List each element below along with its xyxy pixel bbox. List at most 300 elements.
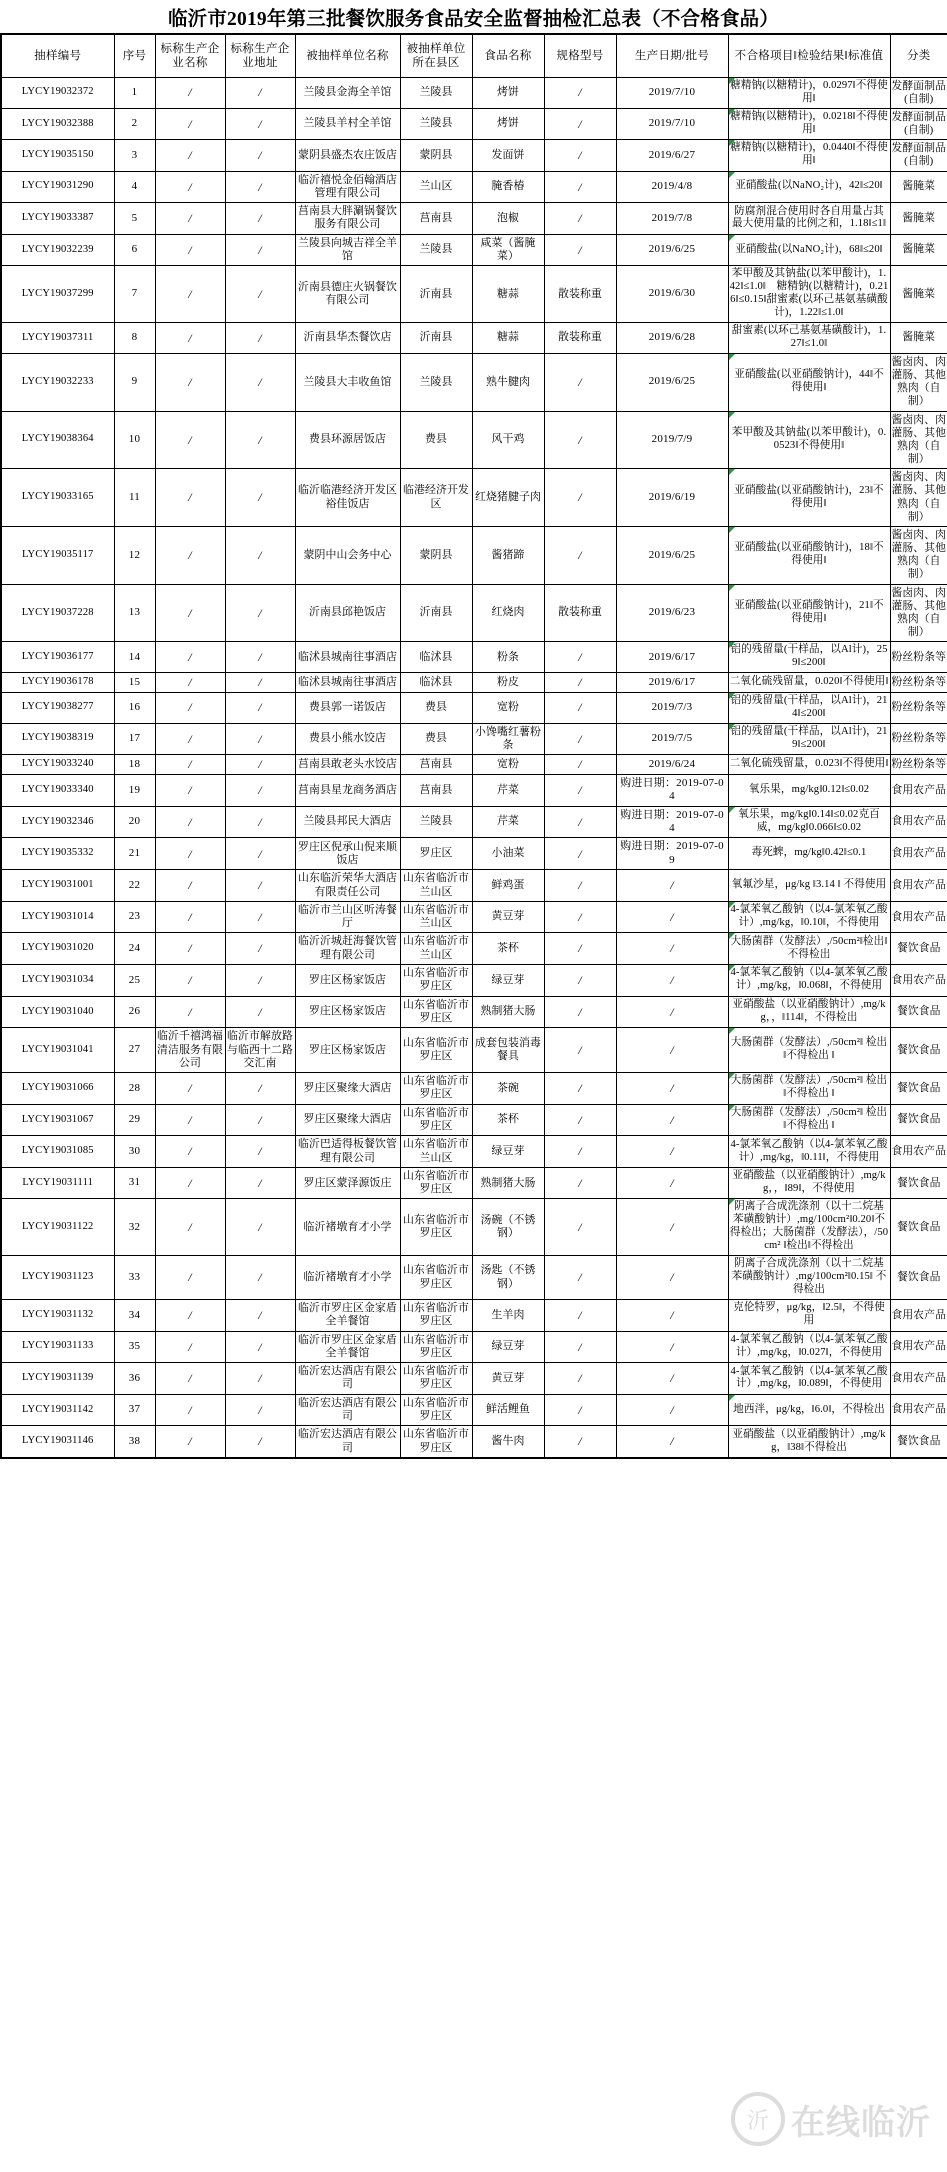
cell-mfr: / <box>155 1394 225 1426</box>
cell-result: 大肠菌群（发酵法）,/50cm²‖ 检出‖不得检出 ‖ <box>728 1104 890 1136</box>
cell-county: 临沭县 <box>400 673 472 693</box>
cell-class: 餐饮食品 <box>890 1104 947 1136</box>
cell-unit: 临沂沂城赶海餐饮管理有限公司 <box>295 933 400 965</box>
cell-date: 2019/6/27 <box>616 140 728 171</box>
cell-food: 芹菜 <box>472 806 544 838</box>
cell-county: 山东省临沂市兰山区 <box>400 901 472 933</box>
cell-result: 亚硝酸盐(以亚硝酸钠计)，18‖不得使用‖ <box>728 526 890 584</box>
cell-result: 亚硝酸盐(以亚硝酸钠计)，21‖不得使用‖ <box>728 584 890 642</box>
cell-county: 临港经济开发区 <box>400 469 472 527</box>
cell-county: 山东省临沂市罗庄区 <box>400 965 472 997</box>
cell-unit: 临沂市罗庄区金家盾全羊餐馆 <box>295 1299 400 1331</box>
cell-code: LYCY19031001 <box>1 870 114 902</box>
cell-mfr: / <box>155 526 225 584</box>
cell-unit: 费县郭一诺饭店 <box>295 692 400 723</box>
cell-code: LYCY19036177 <box>1 642 114 673</box>
cell-unit: 山东临沂荣华大酒店有限责任公司 <box>295 870 400 902</box>
cell-date: 2019/6/25 <box>616 526 728 584</box>
cell-addr: / <box>225 1426 295 1458</box>
cell-seq: 3 <box>114 140 155 171</box>
cell-spec: / <box>544 723 616 755</box>
cell-result: 亚硝酸盐（以亚硝酸钠计）,mg/kg，，‖89‖，不得使用 <box>728 1167 890 1199</box>
cell-result: 防腐剂混合使用时各自用量占其最大使用量的比例之和，1.18‖≤1‖ <box>728 203 890 235</box>
cell-county: 山东省临沂市罗庄区 <box>400 1256 472 1300</box>
cell-seq: 23 <box>114 901 155 933</box>
cell-date: / <box>616 1299 728 1331</box>
cell-food: 茶碗 <box>472 1073 544 1105</box>
cell-seq: 17 <box>114 723 155 755</box>
cell-mfr: / <box>155 234 225 266</box>
cell-result: 亚硝酸盐（以亚硝酸钠计）,mg/kg，‖38‖不得检出 <box>728 1426 890 1458</box>
cell-code: LYCY19032346 <box>1 806 114 838</box>
cell-addr: / <box>225 965 295 997</box>
cell-county: 山东省临沂市罗庄区 <box>400 1426 472 1458</box>
cell-spec: / <box>544 1167 616 1199</box>
cell-spec: / <box>544 673 616 693</box>
cell-class: 发酵面制品(自制) <box>890 77 947 108</box>
cell-unit: 罗庄区杨家饭店 <box>295 996 400 1028</box>
table-row <box>1 1104 947 1136</box>
cell-code: LYCY19031111 <box>1 1167 114 1199</box>
cell-county: 山东省临沂市罗庄区 <box>400 1104 472 1136</box>
cell-food: 熟制猪大肠 <box>472 1167 544 1199</box>
cell-addr: / <box>225 673 295 693</box>
cell-mfr: / <box>155 642 225 673</box>
cell-spec: 散装称重 <box>544 266 616 323</box>
cell-result: 铝的残留量(干样品，以Al计)，214‖≤200‖ <box>728 692 890 723</box>
cell-date: / <box>616 1331 728 1363</box>
cell-mfr: / <box>155 933 225 965</box>
cell-spec: / <box>544 171 616 203</box>
cell-seq: 34 <box>114 1299 155 1331</box>
table-row <box>1 1394 947 1426</box>
cell-county: 沂南县 <box>400 266 472 323</box>
cell-class: 食用农产品 <box>890 965 947 997</box>
cell-county: 山东省临沂市罗庄区 <box>400 1394 472 1426</box>
table-row <box>1 723 947 755</box>
cell-county: 兰陵县 <box>400 108 472 139</box>
cell-addr: / <box>225 411 295 469</box>
cell-food: 粉皮 <box>472 673 544 693</box>
cell-date: 2019/6/17 <box>616 673 728 693</box>
cell-date: / <box>616 933 728 965</box>
cell-county: 莒南县 <box>400 774 472 806</box>
cell-seq: 38 <box>114 1426 155 1458</box>
cell-result: 苯甲酸及其钠盐(以苯甲酸计)，1.42‖≤1.0‖ 糖精钠(以糖精计)，0.216‖≤0.15‖甜蜜素(以环己基氨基磺酸计)，1.22‖≤1.0‖ <box>728 266 890 323</box>
cell-class: 粉丝粉条等 <box>890 723 947 755</box>
cell-spec: / <box>544 1199 616 1256</box>
table-row <box>1 692 947 723</box>
cell-date: / <box>616 996 728 1028</box>
cell-spec: / <box>544 1028 616 1073</box>
cell-mfr: / <box>155 1299 225 1331</box>
cell-food: 粉条 <box>472 642 544 673</box>
cell-spec: / <box>544 108 616 139</box>
cell-seq: 25 <box>114 965 155 997</box>
cell-unit: 蒙阴中山会务中心 <box>295 526 400 584</box>
cell-mfr: / <box>155 755 225 775</box>
cell-date: 2019/7/8 <box>616 203 728 235</box>
cell-unit: 罗庄区蒙泽源饭庄 <box>295 1167 400 1199</box>
cell-code: LYCY19031040 <box>1 996 114 1028</box>
cell-county: 兰陵县 <box>400 234 472 266</box>
cell-result: 亚硝酸盐(以亚硝酸钠计)，44‖不得使用‖ <box>728 353 890 411</box>
cell-date: 2019/7/9 <box>616 411 728 469</box>
cell-county: 山东省临沂市兰山区 <box>400 870 472 902</box>
cell-food: 小油菜 <box>472 838 544 870</box>
cell-date: / <box>616 870 728 902</box>
cell-date: / <box>616 965 728 997</box>
cell-date: 2019/6/28 <box>616 323 728 354</box>
cell-county: 山东省临沂市罗庄区 <box>400 1299 472 1331</box>
cell-mfr: / <box>155 1167 225 1199</box>
cell-mfr: / <box>155 723 225 755</box>
cell-unit: 兰陵县向城吉祥全羊馆 <box>295 234 400 266</box>
cell-date: 2019/6/23 <box>616 584 728 642</box>
cell-unit: 临沂临港经济开发区裕佳饭店 <box>295 469 400 527</box>
cell-mfr: / <box>155 77 225 108</box>
cell-result: 克伦特罗，μg/kg，‖2.5‖，不得使用 <box>728 1299 890 1331</box>
cell-spec: / <box>544 870 616 902</box>
cell-county: 山东省临沂市罗庄区 <box>400 1363 472 1395</box>
cell-food: 生羊肉 <box>472 1299 544 1331</box>
cell-mfr: / <box>155 965 225 997</box>
cell-unit: 罗庄区聚缘大酒店 <box>295 1073 400 1105</box>
cell-seq: 27 <box>114 1028 155 1073</box>
cell-unit: 费县环源居饭店 <box>295 411 400 469</box>
cell-addr: / <box>225 806 295 838</box>
cell-result: 4-氯苯氧乙酸钠（以4-氯苯氧乙酸计）,mg/kg，‖0.027‖，不得使用 <box>728 1331 890 1363</box>
cell-food: 鲜活鲤鱼 <box>472 1394 544 1426</box>
cell-spec: / <box>544 1363 616 1395</box>
cell-code: LYCY19032233 <box>1 353 114 411</box>
cell-addr: / <box>225 838 295 870</box>
cell-addr: / <box>225 1394 295 1426</box>
cell-food: 红烧肉 <box>472 584 544 642</box>
cell-spec: / <box>544 901 616 933</box>
cell-code: LYCY19031067 <box>1 1104 114 1136</box>
cell-mfr: / <box>155 203 225 235</box>
table-row <box>1 996 947 1028</box>
cell-food: 烤饼 <box>472 77 544 108</box>
watermark-text: 在线临沂 <box>791 2103 931 2142</box>
cell-mfr: / <box>155 469 225 527</box>
cell-addr: / <box>225 108 295 139</box>
cell-code: LYCY19031123 <box>1 1256 114 1300</box>
cell-county: 山东省临沂市罗庄区 <box>400 1028 472 1073</box>
cell-addr: / <box>225 901 295 933</box>
table-row <box>1 806 947 838</box>
cell-addr: / <box>225 933 295 965</box>
cell-date: 2019/6/25 <box>616 234 728 266</box>
cell-class: 酱卤肉、肉灌肠、其他熟肉（自制） <box>890 584 947 642</box>
cell-date: / <box>616 1426 728 1458</box>
cell-class: 酱卤肉、肉灌肠、其他熟肉（自制） <box>890 353 947 411</box>
table-row <box>1 469 947 527</box>
cell-county: 山东省临沂市罗庄区 <box>400 1167 472 1199</box>
cell-spec: / <box>544 140 616 171</box>
cell-code: LYCY19031146 <box>1 1426 114 1458</box>
cell-code: LYCY19032239 <box>1 234 114 266</box>
cell-food: 汤匙（不锈钢） <box>472 1256 544 1300</box>
table-row <box>1 411 947 469</box>
cell-code: LYCY19031014 <box>1 901 114 933</box>
cell-spec: / <box>544 411 616 469</box>
cell-date: 2019/6/24 <box>616 755 728 775</box>
cell-mfr: / <box>155 996 225 1028</box>
cell-date: / <box>616 901 728 933</box>
cell-result: 大肠菌群（发酵法）,/50cm²‖检出‖不得检出 <box>728 933 890 965</box>
cell-addr: / <box>225 1331 295 1363</box>
cell-mfr: / <box>155 108 225 139</box>
cell-date: 2019/6/25 <box>616 353 728 411</box>
column-header-unit: 被抽样单位名称 <box>295 34 400 77</box>
table-row <box>1 755 947 775</box>
table-row <box>1 171 947 203</box>
cell-seq: 8 <box>114 323 155 354</box>
cell-seq: 28 <box>114 1073 155 1105</box>
cell-seq: 29 <box>114 1104 155 1136</box>
column-header-food: 食品名称 <box>472 34 544 77</box>
cell-county: 蒙阴县 <box>400 526 472 584</box>
cell-mfr: / <box>155 266 225 323</box>
cell-seq: 22 <box>114 870 155 902</box>
cell-date: 2019/7/10 <box>616 77 728 108</box>
cell-result: 4-氯苯氧乙酸钠（以4-氯苯氧乙酸计）,mg/kg，‖0.10‖，不得使用 <box>728 901 890 933</box>
cell-food: 泡椒 <box>472 203 544 235</box>
table-row <box>1 774 947 806</box>
cell-result: 阴离子合成洗涤剂（以十二烷基苯磺酸钠计）,mg/100cm²‖0.15‖ 不得检出 <box>728 1256 890 1300</box>
cell-food: 绿豆芽 <box>472 1331 544 1363</box>
cell-unit: 罗庄区倪承山倪来顺饭店 <box>295 838 400 870</box>
cell-mfr: / <box>155 1426 225 1458</box>
cell-class: 酱腌菜 <box>890 234 947 266</box>
cell-addr: / <box>225 755 295 775</box>
cell-result: 4-氯苯氧乙酸钠（以4-氯苯氧乙酸计）,mg/kg，‖0.068‖，不得使用 <box>728 965 890 997</box>
table-row <box>1 642 947 673</box>
cell-class: 食用农产品 <box>890 1299 947 1331</box>
cell-code: LYCY19031122 <box>1 1199 114 1256</box>
cell-addr: / <box>225 140 295 171</box>
cell-unit: 兰陵县羊村全羊馆 <box>295 108 400 139</box>
cell-unit: 费县小熊水饺店 <box>295 723 400 755</box>
cell-result: 4-氯苯氧乙酸钠（以4-氯苯氧乙酸计）,mg/kg，‖0.089‖，不得使用 <box>728 1363 890 1395</box>
cell-unit: 临沭县城南往事酒店 <box>295 673 400 693</box>
cell-county: 兰山区 <box>400 171 472 203</box>
cell-seq: 30 <box>114 1136 155 1168</box>
cell-mfr: / <box>155 774 225 806</box>
cell-unit: 临沂褚墩育才小学 <box>295 1199 400 1256</box>
cell-addr: / <box>225 1256 295 1300</box>
cell-food: 发面饼 <box>472 140 544 171</box>
cell-food: 黄豆芽 <box>472 1363 544 1395</box>
cell-date: 购进日期：2019-07-04 <box>616 806 728 838</box>
cell-result: 亚硝酸盐(以NaNO₂计)，68‖≤20‖ <box>728 234 890 266</box>
table-row <box>1 965 947 997</box>
cell-mfr: / <box>155 1256 225 1300</box>
cell-result: 大肠菌群（发酵法）,/50cm²‖ 检出‖不得检出 ‖ <box>728 1028 890 1073</box>
cell-food: 绿豆芽 <box>472 965 544 997</box>
cell-code: LYCY19031066 <box>1 1073 114 1105</box>
cell-class: 食用农产品 <box>890 901 947 933</box>
cell-addr: / <box>225 266 295 323</box>
cell-code: LYCY19031034 <box>1 965 114 997</box>
cell-result: 阴离子合成洗涤剂（以十二烷基苯磺酸钠计）,mg/100cm²‖0.20‖不得检出；大肠菌群（发酵法），/50cm² ‖检出‖不得检出 <box>728 1199 890 1256</box>
cell-unit: 莒南县星龙商务酒店 <box>295 774 400 806</box>
cell-county: 山东省临沂市罗庄区 <box>400 1199 472 1256</box>
cell-code: LYCY19031139 <box>1 1363 114 1395</box>
cell-mfr: / <box>155 1199 225 1256</box>
cell-mfr: / <box>155 140 225 171</box>
cell-food: 糖蒜 <box>472 323 544 354</box>
cell-spec: / <box>544 755 616 775</box>
cell-seq: 11 <box>114 469 155 527</box>
inspection-results-table <box>0 33 947 1459</box>
cell-result: 甜蜜素(以环己基氨基磺酸计)，1.27‖≤1.0‖ <box>728 323 890 354</box>
cell-seq: 24 <box>114 933 155 965</box>
cell-food: 酱牛肉 <box>472 1426 544 1458</box>
page-title-bar <box>0 0 947 33</box>
cell-spec: / <box>544 1299 616 1331</box>
cell-date: 2019/4/8 <box>616 171 728 203</box>
cell-mfr: / <box>155 1073 225 1105</box>
cell-county: 山东省临沂市兰山区 <box>400 933 472 965</box>
column-header-mfr: 标称生产企业名称 <box>155 34 225 77</box>
cell-class: 粉丝粉条等 <box>890 642 947 673</box>
table-body <box>1 77 947 1458</box>
cell-mfr: / <box>155 673 225 693</box>
cell-date: / <box>616 1394 728 1426</box>
table-row <box>1 673 947 693</box>
cell-unit: 罗庄区聚缘大酒店 <box>295 1104 400 1136</box>
table-header <box>1 34 947 77</box>
cell-county: 费县 <box>400 692 472 723</box>
cell-mfr: / <box>155 692 225 723</box>
cell-unit: 临沂市罗庄区金家盾全羊餐馆 <box>295 1331 400 1363</box>
table-row <box>1 933 947 965</box>
table-row <box>1 838 947 870</box>
cell-food: 熟制猪大肠 <box>472 996 544 1028</box>
cell-mfr: / <box>155 1331 225 1363</box>
cell-seq: 1 <box>114 77 155 108</box>
cell-code: LYCY19033240 <box>1 755 114 775</box>
cell-spec: / <box>544 806 616 838</box>
cell-county: 兰陵县 <box>400 77 472 108</box>
table-row <box>1 1299 947 1331</box>
cell-mfr: 临沂千禧鸿福清洁服务有限公司 <box>155 1028 225 1073</box>
cell-seq: 10 <box>114 411 155 469</box>
cell-class: 酱腌菜 <box>890 266 947 323</box>
table-row <box>1 266 947 323</box>
cell-date: 购进日期：2019-07-04 <box>616 774 728 806</box>
column-header-seq: 序号 <box>114 34 155 77</box>
cell-spec: / <box>544 526 616 584</box>
table-row <box>1 870 947 902</box>
cell-unit: 临沭县城南往事酒店 <box>295 642 400 673</box>
cell-addr: / <box>225 77 295 108</box>
cell-addr: / <box>225 469 295 527</box>
cell-food: 红烧猪腱子肉 <box>472 469 544 527</box>
cell-code: LYCY19031142 <box>1 1394 114 1426</box>
cell-spec: / <box>544 1256 616 1300</box>
cell-food: 黄豆芽 <box>472 901 544 933</box>
cell-class: 食用农产品 <box>890 870 947 902</box>
cell-date: / <box>616 1028 728 1073</box>
cell-food: 绿豆芽 <box>472 1136 544 1168</box>
cell-unit: 莒南县敢老头水饺店 <box>295 755 400 775</box>
cell-result: 苯甲酸及其钠盐(以苯甲酸计)，0.0523‖不得使用‖ <box>728 411 890 469</box>
cell-addr: / <box>225 1073 295 1105</box>
cell-result: 糖精钠(以糖精计)，0.0297‖不得使用‖ <box>728 77 890 108</box>
cell-seq: 16 <box>114 692 155 723</box>
cell-class: 发酵面制品(自制) <box>890 108 947 139</box>
cell-seq: 32 <box>114 1199 155 1256</box>
cell-spec: / <box>544 642 616 673</box>
cell-spec: / <box>544 234 616 266</box>
cell-date: / <box>616 1167 728 1199</box>
cell-date: / <box>616 1363 728 1395</box>
page-title: 临沂市2019年第三批餐饮服务食品安全监督抽检汇总表（不合格食品） <box>167 8 780 30</box>
table-row <box>1 203 947 235</box>
cell-seq: 35 <box>114 1331 155 1363</box>
cell-class: 酱腌菜 <box>890 203 947 235</box>
cell-mfr: / <box>155 353 225 411</box>
cell-unit: 临沂宏达酒店有限公司 <box>295 1426 400 1458</box>
cell-seq: 7 <box>114 266 155 323</box>
table-row <box>1 1167 947 1199</box>
cell-mfr: / <box>155 1104 225 1136</box>
cell-class: 食用农产品 <box>890 774 947 806</box>
cell-code: LYCY19031085 <box>1 1136 114 1168</box>
cell-mfr: / <box>155 411 225 469</box>
cell-food: 芹菜 <box>472 774 544 806</box>
cell-addr: / <box>225 584 295 642</box>
cell-result: 二氧化硫残留量，0.023‖不得使用‖ <box>728 755 890 775</box>
cell-result: 4-氯苯氧乙酸钠（以4-氯苯氧乙酸计）,mg/kg，‖0.11‖，不得使用 <box>728 1136 890 1168</box>
cell-county: 兰陵县 <box>400 353 472 411</box>
cell-spec: / <box>544 1426 616 1458</box>
cell-result: 毒死蜱，mg/kg‖0.42‖≤0.1 <box>728 838 890 870</box>
cell-code: LYCY19035332 <box>1 838 114 870</box>
cell-date: / <box>616 1073 728 1105</box>
table-row <box>1 140 947 171</box>
cell-unit: 临沂宏达酒店有限公司 <box>295 1363 400 1395</box>
cell-unit: 莒南县大胖涮锅餐饮服务有限公司 <box>295 203 400 235</box>
cell-result: 氧乐果，mg/kg‖0.14‖≤0.02克百威，mg/kg‖0.066‖≤0.02 <box>728 806 890 838</box>
cell-class: 餐饮食品 <box>890 1199 947 1256</box>
cell-seq: 26 <box>114 996 155 1028</box>
cell-unit: 兰陵县邦民大酒店 <box>295 806 400 838</box>
cell-code: LYCY19035117 <box>1 526 114 584</box>
table-row <box>1 1331 947 1363</box>
cell-county: 罗庄区 <box>400 838 472 870</box>
cell-county: 山东省临沂市兰山区 <box>400 1136 472 1168</box>
cell-spec: / <box>544 1136 616 1168</box>
cell-seq: 5 <box>114 203 155 235</box>
cell-spec: / <box>544 996 616 1028</box>
cell-date: 2019/7/3 <box>616 692 728 723</box>
cell-addr: / <box>225 1299 295 1331</box>
column-header-spec: 规格型号 <box>544 34 616 77</box>
cell-addr: / <box>225 642 295 673</box>
cell-mfr: / <box>155 870 225 902</box>
cell-food: 酱猪蹄 <box>472 526 544 584</box>
cell-food: 茶杯 <box>472 1104 544 1136</box>
table-row <box>1 1363 947 1395</box>
table-row <box>1 77 947 108</box>
header-row <box>1 34 947 77</box>
cell-seq: 4 <box>114 171 155 203</box>
